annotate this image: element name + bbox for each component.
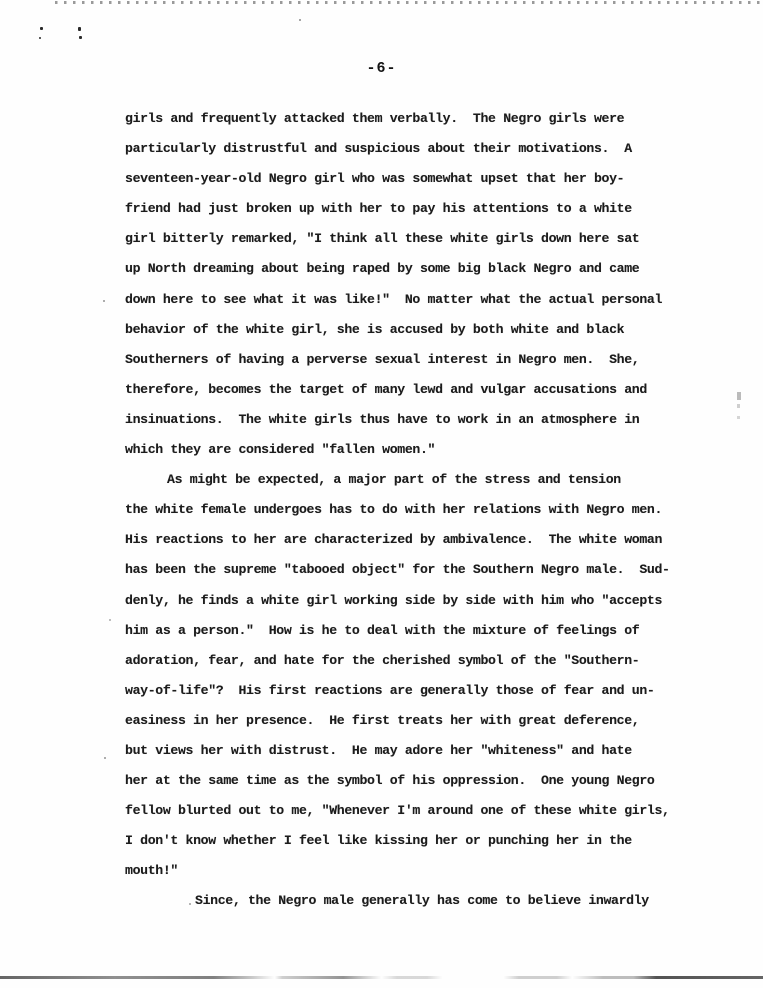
document-body [125,104,685,917]
text-line: has been the supreme "tabooed object" for the Southern Negro male. Sud- [125,562,670,578]
text-line: His reactions to her are characterized by ambivalence. The white woman [125,532,663,548]
text-line: which they are considered "fallen women." [125,442,436,458]
scan-edge-line [0,976,763,979]
paragraph [125,104,685,465]
text-line: up North dreaming about being raped by some big black Negro and came [125,261,640,277]
text-line: insinuations. The white girls thus have to work in an atmosphere in [125,411,640,427]
text-line: Southerners of having a perverse sexual interest in Negro men. She, [125,351,640,367]
text-line: easiness in her presence. He first treats her with great deference, [125,712,640,728]
text-line: mouth!" [125,863,178,879]
text-line: adoration, fear, and hate for the cherished symbol of the "Southern- [125,652,640,668]
ink-speck [109,619,111,621]
text-line: down here to see what it was like!" No matter what the actual personal [125,291,663,307]
ink-speck [40,27,43,30]
text-line: Since, the Negro male generally has come to believe inwardly [195,893,649,909]
ink-speck [104,757,106,759]
text-line: but views her with distrust. He may adore her "whiteness" and hate [125,742,632,758]
text-line: girls and frequently attacked them verbally. The Negro girls were [125,111,625,126]
text-line: I don't know whether I feel like kissing her or punching her in the [125,833,632,849]
text-line: her at the same time as the symbol of his oppression. One young Negro [125,773,655,789]
text-line: friend had just broken up with her to pay his attentions to a white [125,201,632,217]
ink-speck [103,300,105,302]
ink-speck [39,37,41,39]
text-line: way-of-life"? His first reactions are generally those of fear and un- [125,682,655,698]
text-line: fellow blurted out to me, "Whenever I'm around one of these white girls, [125,803,670,819]
ink-speck [79,36,82,39]
page-number: -6- [366,60,397,77]
ink-speck [78,27,81,31]
ink-speck [299,19,301,21]
perforation-dotted-line [55,1,763,4]
text-line: therefore, becomes the target of many lewd and vulgar accusations and [125,381,647,397]
text-line: the white female undergoes has to do with her relations with Negro men. [125,502,663,518]
text-line: behavior of the white girl, she is accused by both white and black [125,321,625,337]
text-line: denly, he finds a white girl working side by side with him who "accepts [125,592,663,608]
text-line: As might be expected, a major part of the stress and tension [167,472,621,488]
paragraph [125,886,685,916]
paragraph [125,465,685,886]
text-line: particularly distrustful and suspicious about their motivations. A [125,141,632,157]
text-line: seventeen-year-old Negro girl who was somewhat upset that her boy- [125,171,625,187]
text-line: him as a person." How is he to deal with the mixture of feelings of [125,622,640,638]
text-line: girl bitterly remarked, "I think all these white girls down here sat [125,231,640,247]
scan-artifact-right [737,392,741,422]
